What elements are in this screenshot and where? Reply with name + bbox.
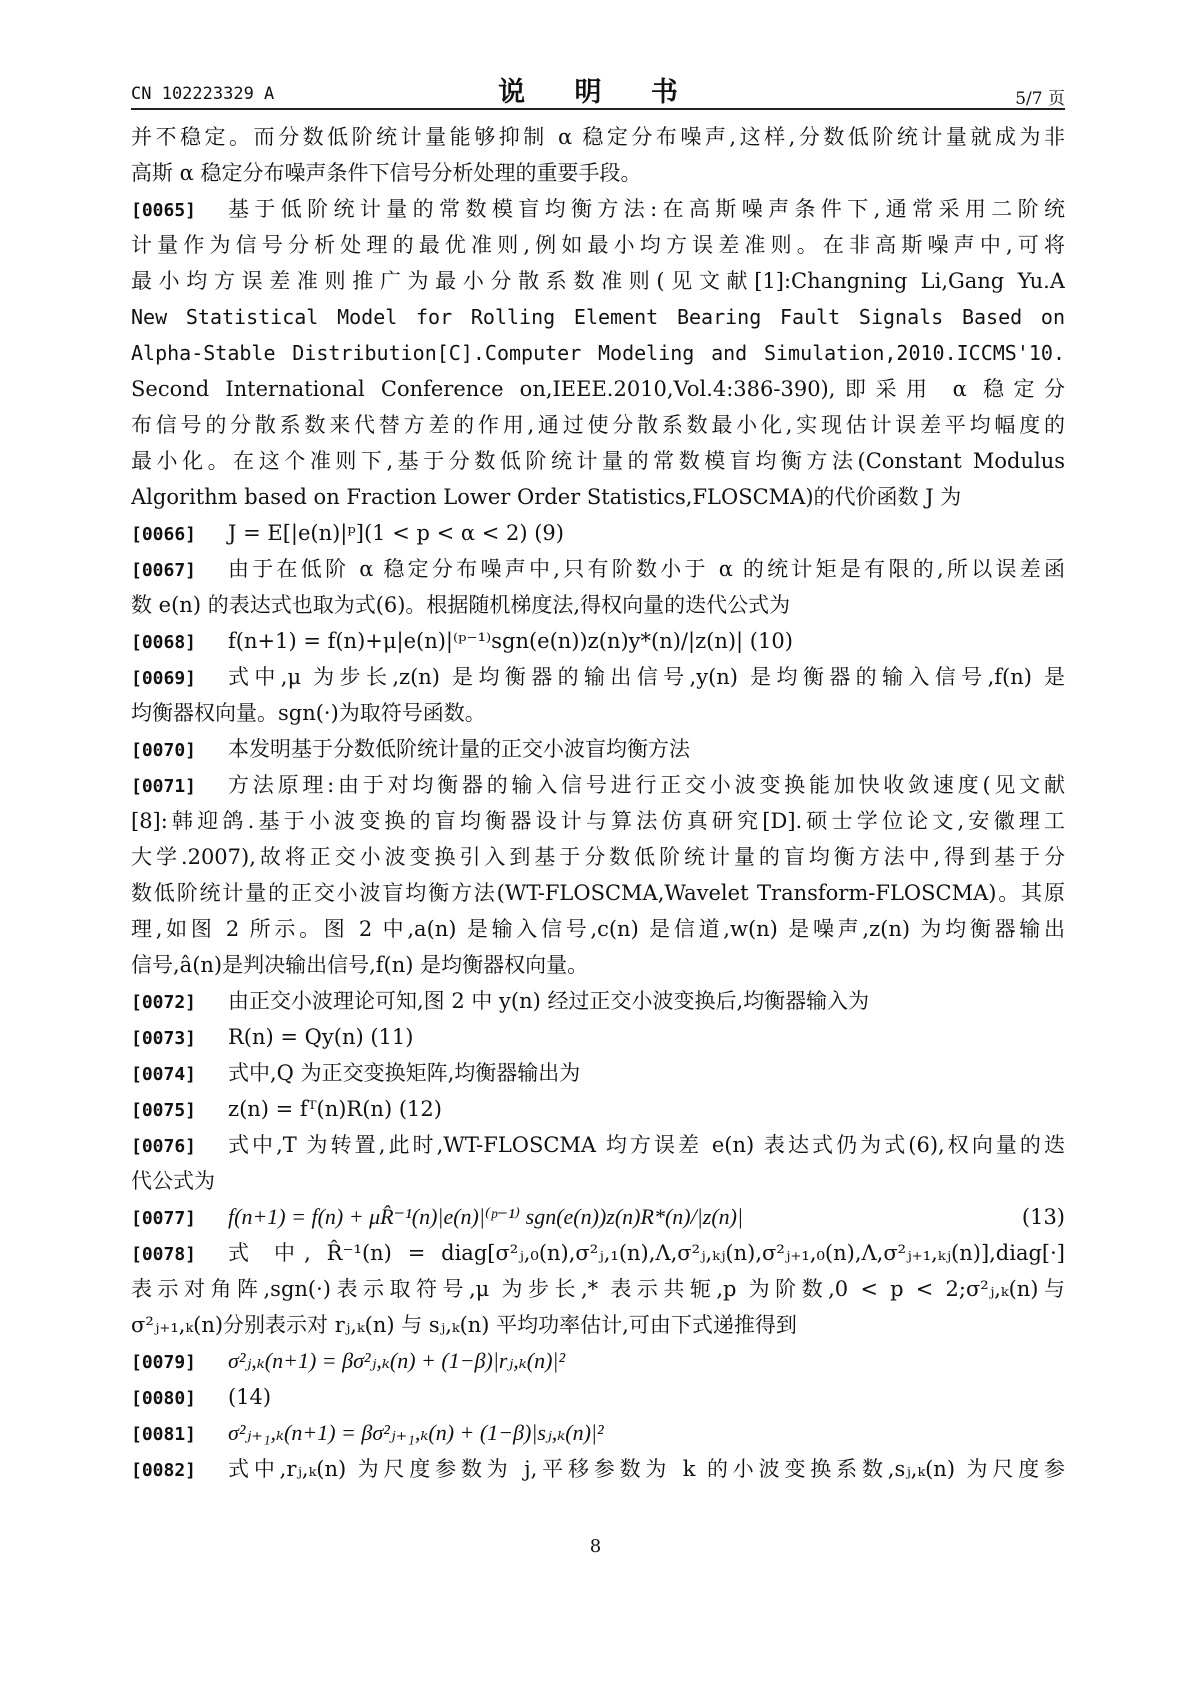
line-text: 信号,â(n)是判决输出信号,f(n) 是均衡器权向量。: [131, 953, 589, 977]
line-text: 数低阶统计量的正交小波盲均衡方法(WT-FLOSCMA,Wavelet Transform-FLOSCMA)。其原: [131, 881, 1065, 905]
line-text: 代公式为: [131, 1169, 215, 1193]
text-line: [131, 1271, 1065, 1307]
text-line: [131, 299, 1065, 335]
text-line: [131, 803, 1065, 839]
patent-number: CN 102223329 A: [131, 84, 275, 104]
text-line: [131, 191, 1065, 227]
text-line: [131, 659, 1065, 695]
paragraph-number: [0065]: [131, 200, 197, 221]
text-line: [131, 947, 1065, 983]
line-text: σ²ⱼ₊₁,ₖ(n)分别表示对 rⱼ,ₖ(n) 与 sⱼ,ₖ(n) 平均功率估计,可由下式递推得到: [131, 1313, 797, 1337]
line-text: 本发明基于分数低阶统计量的正交小波盲均衡方法: [228, 737, 690, 761]
line-text: Alpha-Stable Distribution[C].Computer Modeling and Simulation,2010.ICCMS'10.: [131, 341, 1065, 365]
line-text: 式中,Q 为正交变换矩阵,均衡器输出为: [228, 1061, 581, 1085]
line-text: z(n) = fᵀ(n)R(n) (12): [228, 1097, 442, 1121]
line-text: 最小均方误差准则推广为最小分散系数准则(见文献[1]:Changning Li,Gang Yu.A: [131, 269, 1065, 293]
text-line: [131, 1307, 1065, 1343]
line-text: 布信号的分散系数来代替方差的作用,通过使分散系数最小化,实现估计误差平均幅度的: [131, 413, 1065, 437]
line-text: R(n) = Qy(n) (11): [228, 1025, 414, 1049]
text-line: [131, 1127, 1065, 1163]
paragraph-number: [0075]: [131, 1100, 197, 1121]
text-line: [131, 407, 1065, 443]
line-text: J = E[|e(n)|ᵖ](1 < p < α < 2) (9): [228, 521, 564, 545]
line-text: 大学.2007),故将正交小波变换引入到基于分数低阶统计量的盲均衡方法中,得到基于分: [131, 845, 1065, 869]
line-text: New Statistical Model for Rolling Element Bearing Fault Signals Based on: [131, 305, 1065, 329]
paragraph-number: [0071]: [131, 776, 197, 797]
text-line: [131, 551, 1065, 587]
text-line: [131, 119, 1065, 155]
line-text: 最小化。在这个准则下,基于分数低阶统计量的常数模盲均衡方法(Constant Modulus: [131, 449, 1065, 473]
paragraph-number: [0069]: [131, 668, 197, 689]
paragraph-number: [0067]: [131, 560, 197, 581]
line-text: 由正交小波理论可知,图 2 中 y(n) 经过正交小波变换后,均衡器输入为: [228, 989, 870, 1013]
text-line: [131, 983, 1065, 1019]
text-line: [131, 443, 1065, 479]
line-text: 均衡器权向量。sgn(·)为取符号函数。: [131, 701, 486, 725]
text-line: [131, 371, 1065, 407]
text-line: [131, 1091, 1065, 1127]
line-text: 数 e(n) 的表达式也取为式(6)。根据随机梯度法,得权向量的迭代公式为: [131, 593, 791, 617]
text-line: [131, 155, 1065, 191]
line-text: 基于低阶统计量的常数模盲均衡方法:在高斯噪声条件下,通常采用二阶统: [228, 197, 1065, 221]
text-line: [131, 515, 1065, 551]
text-line: [131, 1163, 1065, 1199]
text-line: [131, 263, 1065, 299]
text-line: [131, 479, 1065, 515]
line-text: Second International Conference on,IEEE.2010,Vol.4:386-390),即采用 α 稳定分: [131, 377, 1065, 401]
equation: σ²ⱼ,ₖ(n+1) = βσ²ⱼ,ₖ(n) + (1−β)|rⱼ,ₖ(n)|²: [228, 1348, 566, 1373]
text-line: [131, 623, 1065, 659]
page-title: 说 明 书: [498, 77, 698, 108]
text-line: [131, 839, 1065, 875]
text-line: [131, 731, 1065, 767]
line-text: 高斯 α 稳定分布噪声条件下信号分析处理的重要手段。: [131, 161, 642, 185]
text-line: [131, 875, 1065, 911]
header-rule: [131, 108, 1065, 110]
paragraph-number: [0066]: [131, 524, 197, 545]
paragraph-number: [0068]: [131, 632, 197, 653]
text-line: [131, 1415, 1065, 1451]
paragraph-number: [0081]: [131, 1424, 197, 1445]
line-text: 由于在低阶 α 稳定分布噪声中,只有阶数小于 α 的统计矩是有限的,所以误差函: [228, 557, 1065, 581]
equation: σ²ⱼ₊₁,ₖ(n+1) = βσ²ⱼ₊₁,ₖ(n) + (1−β)|sⱼ,ₖ(n)|²: [228, 1420, 604, 1445]
equation: f(n+1) = f(n) + μR̂⁻¹(n)|e(n)|⁽ᵖ⁻¹⁾ sgn(e(n))z(n)R*(n)/|z(n)|: [228, 1204, 744, 1229]
text-line: [131, 1055, 1065, 1091]
line-text: 式中,μ 为步长,z(n) 是均衡器的输出信号,y(n) 是均衡器的输入信号,f(n) 是: [228, 665, 1065, 689]
line-text: 式中,rⱼ,ₖ(n) 为尺度参数为 j,平移参数为 k 的小波变换系数,sⱼ,ₖ(n) 为尺度参: [228, 1457, 1065, 1481]
text-line: [131, 1379, 1065, 1415]
paragraph-number: [0078]: [131, 1244, 197, 1265]
paragraph-number: [0074]: [131, 1064, 197, 1085]
text-line: [131, 767, 1065, 803]
page-label: 5/7 页: [1015, 89, 1065, 109]
paragraph-number: [0077]: [131, 1208, 197, 1229]
text-line: [131, 1199, 1065, 1235]
page-number: 8: [589, 1536, 602, 1557]
paragraph-number: [0070]: [131, 740, 197, 761]
paragraph-number: [0073]: [131, 1028, 197, 1049]
line-text: Algorithm based on Fraction Lower Order Statistics,FLOSCMA)的代价函数 J 为: [131, 485, 962, 509]
line-text: f(n+1) = f(n)+μ|e(n)|⁽ᵖ⁻¹⁾sgn(e(n))z(n)y*(n)/|z(n)| (10): [228, 629, 793, 653]
line-text: 并不稳定。而分数低阶统计量能够抑制 α 稳定分布噪声,这样,分数低阶统计量就成为非: [131, 125, 1065, 149]
equation-number: (13): [1021, 1205, 1065, 1229]
page-header: [131, 70, 1065, 110]
line-text: [8]:韩迎鸽.基于小波变换的盲均衡器设计与算法仿真研究[D].硕士学位论文,安徽理工: [131, 809, 1065, 833]
line-text: (14): [228, 1385, 272, 1409]
line-text: 计量作为信号分析处理的最优准则,例如最小均方误差准则。在非高斯噪声中,可将: [131, 233, 1065, 257]
line-text: 方法原理:由于对均衡器的输入信号进行正交小波变换能加快收敛速度(见文献: [228, 773, 1065, 797]
paragraph-number: [0076]: [131, 1136, 197, 1157]
text-line: [131, 1235, 1065, 1271]
text-line: [131, 1343, 1065, 1379]
line-text: 式 中, R̂⁻¹(n) = diag[σ²ⱼ,₀(n),σ²ⱼ,₁(n),Λ,σ²ⱼ,ₖⱼ(n),σ²ⱼ₊₁,₀(n),Λ,σ²ⱼ₊₁,ₖⱼ(n)],diag[·]: [228, 1241, 1065, 1265]
document-body: [131, 119, 1065, 1487]
paragraph-number: [0079]: [131, 1352, 197, 1373]
text-line: [131, 1451, 1065, 1487]
paragraph-number: [0080]: [131, 1388, 197, 1409]
text-line: [131, 1019, 1065, 1055]
text-line: [131, 587, 1065, 623]
text-line: [131, 335, 1065, 371]
paragraph-number: [0072]: [131, 992, 197, 1013]
text-line: [131, 695, 1065, 731]
text-line: [131, 227, 1065, 263]
line-text: 理,如图 2 所示。图 2 中,a(n) 是输入信号,c(n) 是信道,w(n) 是噪声,z(n) 为均衡器输出: [131, 917, 1065, 941]
line-text: 表示对角阵,sgn(·)表示取符号,μ 为步长,* 表示共轭,p 为阶数,0 < p < 2;σ²ⱼ,ₖ(n)与: [131, 1277, 1065, 1301]
paragraph-number: [0082]: [131, 1460, 197, 1481]
line-text: 式中,T 为转置,此时,WT-FLOSCMA 均方误差 e(n) 表达式仍为式(6),权向量的迭: [228, 1133, 1065, 1157]
text-line: [131, 911, 1065, 947]
